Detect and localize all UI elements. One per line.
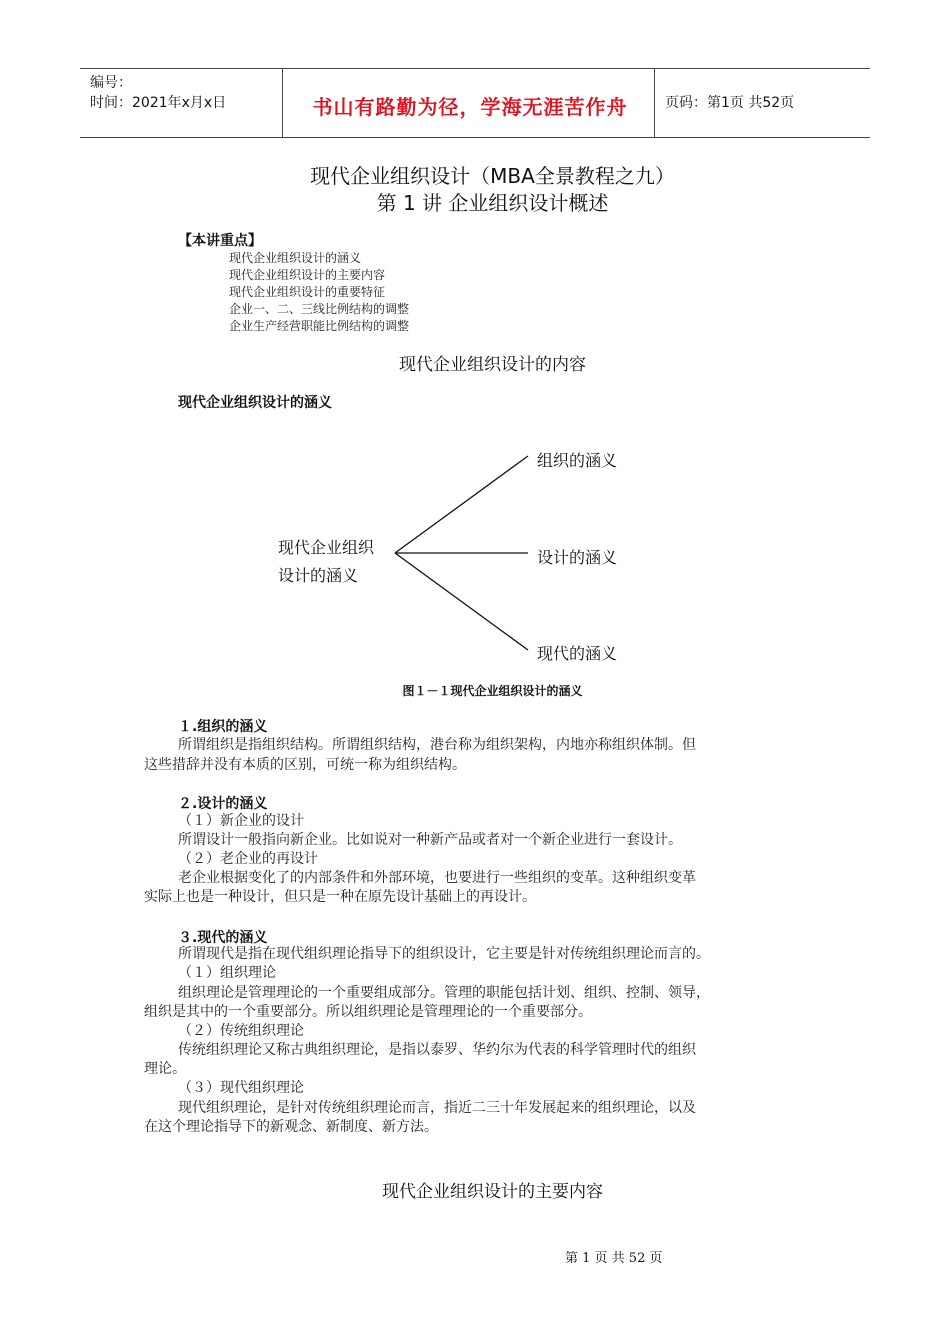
paragraph-line: 所谓设计一般指向新企业。比如说对一种新产品或者对一个新企业进行一套设计。	[178, 832, 682, 848]
diagram-branch-line	[395, 456, 528, 553]
paragraph-line: 所谓组织是指组织结构。所谓组织结构，港台称为组织架构，内地亦称组织体制。但	[178, 737, 696, 753]
paragraph-heading: １.组织的涵义	[178, 719, 268, 735]
paragraph-line: 传统组织理论又称古典组织理论，是指以泰罗、华约尔为代表的科学管理时代的组织	[178, 1042, 696, 1058]
paragraph-heading: ３.现代的涵义	[178, 930, 268, 946]
document-title: 现代企业组织设计（MBA全景教程之九）	[310, 164, 675, 188]
key-point-item: 现代企业组织设计的涵义	[229, 251, 362, 265]
key-point-item: 企业一、二、三线比例结构的调整	[229, 302, 410, 316]
paragraph-line: 现代组织理论，是针对传统组织理论而言，指近二三十年发展起来的组织理论，以及	[178, 1100, 696, 1116]
subsection-heading: 现代企业组织设计的涵义	[178, 395, 332, 411]
paragraph-line: 这些措辞并没有本质的区别，可统一称为组织结构。	[144, 757, 466, 773]
time-label: 时间：2021年x月x日	[90, 95, 227, 111]
subheading-line: （１）组织理论	[178, 965, 276, 981]
number-label: 编号：	[90, 75, 132, 91]
subheading-line: （１）新企业的设计	[178, 813, 304, 829]
diagram-branch-label: 现代的涵义	[537, 644, 618, 663]
section-heading: 现代企业组织设计的内容	[399, 355, 586, 375]
key-point-item: 现代企业组织设计的主要内容	[229, 268, 386, 282]
lecture-title: 第 1 讲 企业组织设计概述	[376, 191, 609, 215]
diagram-root-label: 现代企业组织	[278, 538, 375, 557]
header-page-code: 页码：第1页 共52页	[665, 95, 795, 111]
figure-caption: 图１－１现代企业组织设计的涵义	[402, 684, 583, 698]
paragraph-line: 在这个理论指导下的新观念、新制度、新方法。	[144, 1119, 438, 1135]
section-heading: 现代企业组织设计的主要内容	[382, 1182, 603, 1202]
key-point-item: 现代企业组织设计的重要特征	[229, 285, 386, 299]
paragraph-heading: ２.设计的涵义	[178, 796, 268, 812]
paragraph-line: 所谓现代是指在现代组织理论指导下的组织设计，它主要是针对传统组织理论而言的。	[178, 946, 710, 962]
diagram-root-label: 设计的涵义	[278, 566, 359, 585]
subheading-line: （３）现代组织理论	[178, 1080, 304, 1096]
paragraph-line: 理论。	[144, 1061, 186, 1077]
subheading-line: （２）老企业的再设计	[178, 851, 318, 867]
paragraph-line: 实际上也是一种设计，但只是一种在原先设计基础上的再设计。	[144, 889, 536, 905]
diagram-branch-label: 设计的涵义	[537, 548, 618, 567]
page-footer: 第 1 页 共 52 页	[565, 1251, 663, 1266]
header-motto: 书山有路勤为径，学海无涯苦作舟	[312, 95, 628, 119]
paragraph-line: 组织是其中的一个重要部分。所以组织理论是管理理论的一个重要部分。	[144, 1004, 592, 1020]
key-points-title: 【本讲重点】	[178, 233, 262, 249]
paragraph-line: 组织理论是管理理论的一个重要组成部分。管理的职能包括计划、组织、控制、领导，	[178, 985, 710, 1001]
diagram-branch-label: 组织的涵义	[537, 451, 618, 470]
paragraph-line: 老企业根据变化了的内部条件和外部环境，也要进行一些组织的变革。这种组织变革	[178, 870, 696, 886]
key-point-item: 企业生产经营职能比例结构的调整	[229, 319, 410, 333]
diagram-branch-line	[395, 553, 528, 650]
subheading-line: （２）传统组织理论	[178, 1023, 304, 1039]
